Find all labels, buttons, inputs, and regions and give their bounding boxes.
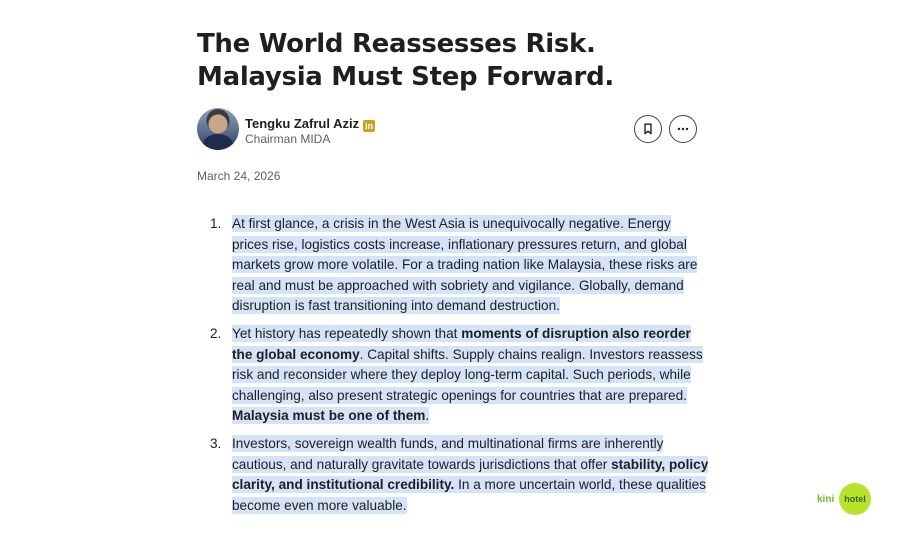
- list-number: 2.: [210, 325, 222, 341]
- numbered-list: [197, 214, 717, 523]
- list-paragraph: [232, 434, 710, 516]
- list-paragraph: [232, 214, 710, 317]
- article: [197, 28, 717, 513]
- bold-text: Malaysia must be one of them: [232, 408, 426, 424]
- logo-circle: hotel: [839, 483, 871, 515]
- paragraph-text: . Capital shifts. Supply chains realign. Investors reassess risk and reconsider where they deploy long-term capital. Such periods, while challenging, also present strategic openings for countries that are prepared.: [232, 346, 703, 403]
- author-row: [197, 108, 700, 152]
- paragraph-text: In a more uncertain world, these qualities become even more valuable.: [232, 477, 706, 513]
- more-options-button[interactable]: [669, 115, 697, 143]
- bold-text: stability, policy clarity, and institutional credibility.: [232, 456, 709, 493]
- article-title: The World Reassesses Risk. Malaysia Must Step Forward.: [197, 29, 614, 92]
- list-item: [197, 214, 717, 317]
- paragraph-text: .: [425, 408, 430, 424]
- bookmark-icon: [642, 123, 654, 135]
- author-role: Chairman MIDA: [245, 132, 331, 146]
- list-paragraph: [232, 324, 710, 427]
- bookmark-button[interactable]: [634, 115, 662, 143]
- paragraph-text: Investors, sovereign wealth funds, and multinational firms are inherently cautious, and naturally gravitate towards jurisdictions that offer: [232, 435, 664, 472]
- bold-text: moments of disruption also reorder the global economy: [232, 325, 691, 362]
- author-name-container[interactable]: [245, 116, 375, 132]
- list-item: [197, 434, 717, 516]
- paragraph-text: At first glance, a crisis in the West Asia is unequivocally negative. Energy prices rise, logistics costs increase, inflationary pressures return, and global markets grow more volatile. For a trading nation like Malaysia, these risks are real and must be approached with sobriety and vigilance. Globally, demand disruption is fast transitioning into demand destruction.: [232, 216, 698, 314]
- more-options-icon: [677, 123, 689, 135]
- linkedin-badge-icon: in: [365, 121, 374, 131]
- paragraph-text: Yet history has repeatedly shown that: [232, 325, 462, 341]
- author-avatar[interactable]: [197, 108, 239, 150]
- list-number: 1.: [210, 216, 222, 231]
- list-number: 3.: [210, 435, 222, 451]
- author-name[interactable]: Tengku Zafrul Aziz: [245, 116, 360, 131]
- publish-date: March 24, 2026: [197, 169, 281, 183]
- logo-kini-text: kini: [817, 494, 835, 505]
- list-item: [197, 324, 717, 427]
- watermark-logo: [817, 483, 875, 515]
